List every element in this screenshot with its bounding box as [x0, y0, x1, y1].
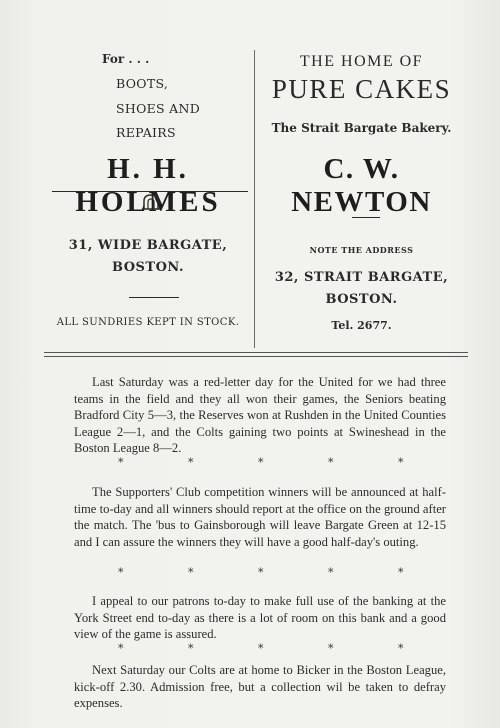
- star: *: [398, 642, 404, 655]
- newton-address-line2: BOSTON.: [325, 292, 398, 307]
- star: *: [398, 456, 404, 469]
- star: *: [188, 566, 194, 579]
- holmes-advert: [42, 50, 255, 348]
- star: *: [258, 566, 264, 579]
- newton-name: C. W. NEWTON: [291, 153, 432, 218]
- star: *: [398, 566, 404, 579]
- star: *: [328, 642, 334, 655]
- paragraph-banking-appeal: I appeal to our patrons to-day to make full use of the banking at the York Street end to-day as there is a lot of room on this bank and a good view of the game is assured.: [74, 594, 446, 641]
- holmes-address-line1: 31, WIDE BARGATE,: [68, 238, 228, 253]
- advertisements: [42, 50, 468, 348]
- holmes-short-rule: [129, 297, 179, 298]
- ad-item-repairs: REPAIRS: [116, 125, 176, 140]
- star: *: [118, 456, 124, 469]
- paragraph-colts-fixture: Next Saturday our Colts are at home to Bicker in the Boston League, kick-off 2.30. Admission free, but a collection wil be taken to defray expenses.: [74, 663, 446, 710]
- newton-bakery: The Strait Bargate Bakery.: [271, 121, 452, 135]
- star: *: [328, 456, 334, 469]
- newton-note: NOTE THE ADDRESS: [309, 245, 414, 255]
- newton-tagline: THE HOME OF: [299, 53, 424, 70]
- holmes-address-line2: BOSTON.: [111, 260, 185, 275]
- section-divider: [44, 356, 468, 357]
- section-divider: [44, 352, 468, 353]
- star: *: [118, 566, 124, 579]
- boot-logo-icon: [140, 193, 162, 211]
- holmes-rule: [52, 191, 248, 192]
- star: *: [328, 566, 334, 579]
- star: *: [188, 456, 194, 469]
- newton-telephone: Tel. 2677.: [331, 319, 392, 332]
- holmes-name: H. H. HOLMES: [75, 153, 221, 218]
- star: *: [188, 642, 194, 655]
- ad-item-boots: BOOTS,: [116, 76, 169, 91]
- ad-for-label: For . . .: [102, 52, 150, 66]
- star: *: [258, 456, 264, 469]
- star: *: [118, 642, 124, 655]
- newton-headline: PURE CAKES: [271, 74, 452, 104]
- newton-short-rule: [352, 217, 380, 218]
- star: *: [258, 642, 264, 655]
- ad-item-shoes: SHOES AND: [116, 101, 201, 116]
- newton-advert: [255, 50, 468, 348]
- holmes-footer: ALL SUNDRIES KEPT IN STOCK.: [56, 317, 240, 328]
- paragraph-supporters-club: The Supporters' Club competition winners will be announced at half-time to-day and all winners should report at the office on the ground after the match. The 'bus to Gainsborough will leave Bargate Green at 12-15 and I can assure the winners they will have a good half-day's outing.: [74, 485, 446, 549]
- newton-address-line1: 32, STRAIT BARGATE,: [274, 270, 449, 285]
- paragraph-results: Last Saturday was a red-letter day for the United for we had three teams in the field and they all won their games, the Seniors beating Bradford City 5—3, the Reserves won at Rushden in the United Counties League 2—1, and the Colts gaining two points at Swineshead in the Boston League 8—2.: [74, 375, 446, 455]
